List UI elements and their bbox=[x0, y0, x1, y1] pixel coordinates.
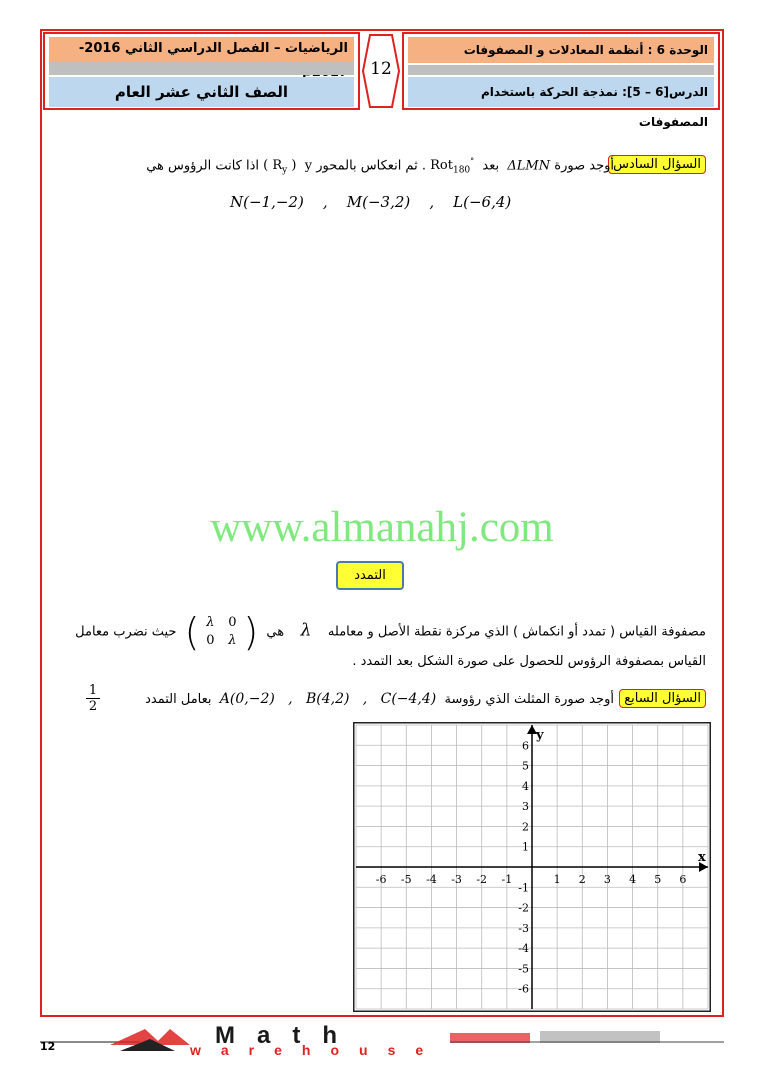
rot-sup: ° bbox=[470, 157, 475, 166]
y-tick-label: 6 bbox=[522, 739, 529, 753]
coordinate-grid[interactable] bbox=[353, 722, 711, 1016]
factor-denominator: 2 bbox=[86, 698, 100, 714]
x-tick-label: -5 bbox=[400, 873, 412, 886]
dilation-text-a: مصفوفة القياس ( تمدد أو انكماش ) الذي مركزة نقطة الأصل و معامله bbox=[327, 624, 706, 640]
y-axis-label: y bbox=[536, 728, 544, 743]
q6-text-a: أوجد صورة bbox=[554, 158, 614, 174]
ry-text: ( R bbox=[263, 158, 283, 174]
x-tick-label: 5 bbox=[654, 873, 662, 886]
scale-matrix: ( λ 0 0 λ ) bbox=[184, 610, 259, 654]
grade-title: الصف الثاني عشر العام bbox=[49, 77, 354, 107]
page-badge-number: 12 bbox=[370, 59, 392, 79]
ry-close: ) bbox=[291, 158, 297, 174]
x-tick-label: -3 bbox=[451, 873, 462, 886]
y-tick-label: -6 bbox=[518, 982, 529, 996]
x-tick-label: 2 bbox=[578, 873, 586, 886]
y-tick-label: 5 bbox=[522, 759, 529, 773]
subject-term: الرياضيات – الفصل الدراسي الثاني 2016- bbox=[49, 37, 354, 61]
matrix-cell: 0 bbox=[228, 615, 237, 630]
q7-vertices: A(0,−2) , B(4,2) , C(−4,4) bbox=[219, 691, 437, 707]
rot-sub: 180 bbox=[452, 165, 471, 176]
q6-text-d: اذا كانت الرؤوس هي bbox=[146, 158, 259, 174]
y-tick-label: -3 bbox=[518, 921, 529, 935]
q6-reflection bbox=[263, 158, 297, 176]
footer-logo bbox=[40, 1025, 724, 1055]
gray-band bbox=[408, 65, 714, 75]
matrix-cell: 0 bbox=[206, 633, 215, 648]
x-tick-label: 4 bbox=[629, 873, 637, 886]
vertex-c: C(−4,4) bbox=[380, 691, 437, 707]
watermark: www.almanahj.com bbox=[210, 504, 554, 551]
y-tick-label: 4 bbox=[522, 779, 529, 793]
vertex-a: A(0,−2) bbox=[219, 691, 275, 707]
q7-text-a: أوجد صورة المثلث الذي رؤوسة bbox=[444, 692, 614, 707]
q7-text-b: بعامل التمدد bbox=[145, 692, 212, 707]
logo-top-text: Math bbox=[215, 1025, 359, 1049]
question-6-text bbox=[146, 157, 614, 176]
header-left-box bbox=[43, 32, 360, 110]
matrix-cell: λ bbox=[228, 633, 237, 648]
dilation-factor bbox=[86, 683, 100, 714]
y-tick-label: -1 bbox=[518, 881, 529, 895]
vertex-n: N(−1,−2) bbox=[230, 193, 304, 211]
x-tick-label: 6 bbox=[679, 873, 687, 886]
y-tick-label: 3 bbox=[522, 800, 529, 814]
y-tick-label: -4 bbox=[518, 942, 529, 956]
question-6-label: السؤال السادس bbox=[608, 155, 706, 174]
logo-bottom-text: warehouse bbox=[190, 1042, 444, 1055]
y-tick-label: -5 bbox=[518, 962, 529, 976]
dilation-text-b: هي bbox=[266, 624, 285, 640]
dilation-line-2: القياس بمصفوفة الرؤوس للحصول على صورة الشكل بعد التمدد . bbox=[352, 654, 706, 669]
page-number: 12 bbox=[40, 1040, 56, 1053]
vertex-b: B(4,2) bbox=[305, 691, 350, 707]
rot-text: Rot bbox=[430, 158, 453, 174]
y-tick-label: 1 bbox=[522, 840, 529, 854]
dilation-line-1 bbox=[75, 610, 706, 654]
q6-rotation bbox=[430, 157, 475, 176]
ry-sub: y bbox=[282, 165, 288, 176]
vertex-m: M(−3,2) bbox=[346, 193, 411, 211]
dilation-label: التمدد bbox=[336, 561, 404, 590]
lesson-title: الدرس[6 – 5]: نمذجة الحركة باستخدام المصفوفات bbox=[408, 77, 714, 107]
page-badge bbox=[362, 33, 400, 109]
dilation-text-c: حيث نضرب معامل bbox=[75, 624, 177, 640]
q6-axis: y bbox=[304, 158, 313, 174]
x-tick-label: -4 bbox=[426, 873, 437, 886]
x-tick-label: -1 bbox=[501, 873, 513, 886]
matrix-cell: λ bbox=[206, 615, 215, 630]
q6-vertices: N(−1,−2) , M(−3,2) , L(−6,4) bbox=[230, 193, 512, 211]
x-tick-label: -2 bbox=[476, 873, 488, 886]
header-right-box bbox=[402, 32, 720, 129]
lambda-symbol: λ bbox=[300, 620, 312, 641]
q6-text-b: بعد bbox=[482, 158, 500, 174]
x-tick-label: 1 bbox=[553, 873, 561, 886]
gray-band bbox=[49, 61, 354, 75]
x-tick-label: 3 bbox=[603, 873, 611, 886]
y-tick-label: -2 bbox=[518, 901, 529, 915]
y-tick-label: 2 bbox=[522, 820, 529, 834]
q6-triangle: ΔLMN bbox=[507, 158, 551, 174]
q6-text-c: . ثم انعكاس بالمحور bbox=[316, 158, 426, 174]
factor-numerator: 1 bbox=[88, 683, 98, 698]
vertex-l: L(−6,4) bbox=[453, 193, 512, 211]
question-7-label: السؤال السابع bbox=[619, 689, 706, 708]
x-tick-label: -6 bbox=[375, 873, 387, 886]
unit-title: الوحدة 6 : أنظمة المعادلات و المصفوفات bbox=[408, 37, 714, 63]
x-axis-label: x bbox=[698, 850, 706, 865]
question-7-text bbox=[145, 691, 614, 707]
